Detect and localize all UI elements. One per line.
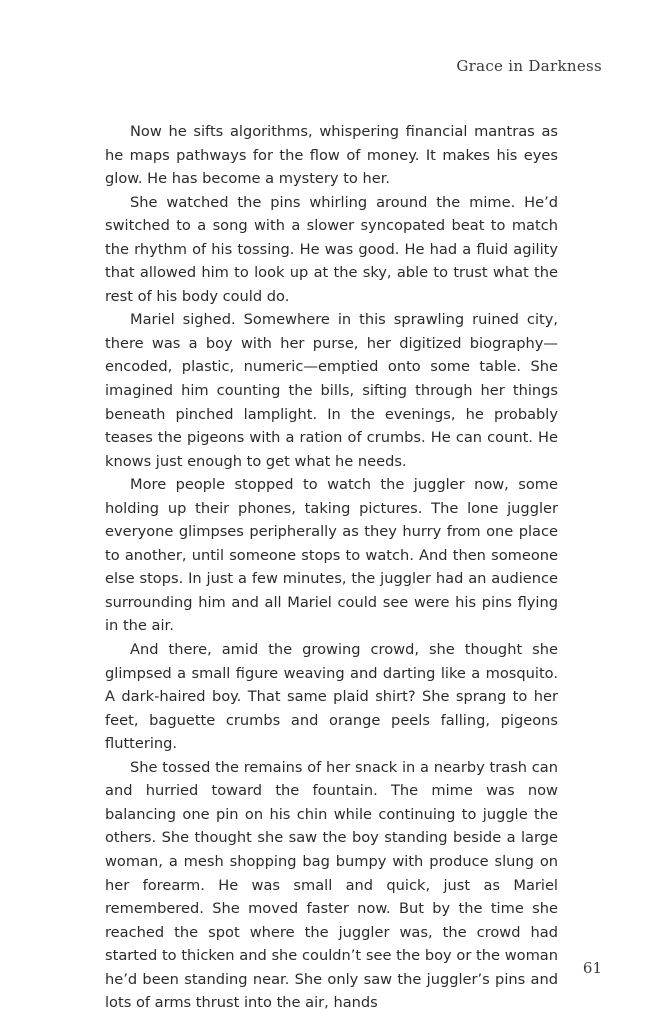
paragraph: She watched the pins whirling around the mime. He’d switched to a song with a slower syncopated beat to match the rhythm of his tossing. He was good. He had a fluid agility that allowed him to look up at the sky, able to trust what the rest of his body could do. — [105, 193, 558, 305]
paragraph: And there, amid the growing crowd, she thought she glimpsed a small figure weaving and darting like a mosquito. A dark-haired boy. That same plaid shirt? She sprang to her feet, baguette crumbs and orange peels falling, pigeons fluttering. — [105, 641, 558, 753]
paragraph: More people stopped to watch the juggler now, some holding up their phones, taking pictures. The lone juggler everyone glimpses peripherally as they hurry from one place to another, until someone stops to watch. And then someone else stops. In just a few minutes, the juggler had an audience surrounding him and all Mariel could see were his pins flying in the air. — [105, 476, 558, 635]
body-text — [105, 120, 558, 1015]
running-header: Grace in Darkness — [456, 57, 602, 75]
page-number: 61 — [582, 959, 602, 977]
paragraph: Mariel sighed. Somewhere in this sprawling ruined city, there was a boy with her purse, her digitized biography—encoded, plastic, numeric—emptied onto some table. She imagined him counting the bills, sifting through her things beneath pinched lamplight. In the evenings, he probably teases the pigeons with a ration of crumbs. He can count. He knows just enough to get what he needs. — [105, 311, 558, 470]
paragraph: Now he sifts algorithms, whispering financial mantras as he maps pathways for the flow of money. It makes his eyes glow. He has become a mystery to her. — [105, 123, 558, 188]
paragraph: She tossed the remains of her snack in a nearby trash can and hurried toward the fountain. The mime was now balancing one pin on his chin while continuing to juggle the others. She thought she saw the boy standing beside a large woman, a mesh shopping bag bumpy with produce slung on her forearm. He was small and quick, just as Mariel remembered. She moved faster now. But by the time she reached the spot where the juggler was, the crowd had started to thicken and she couldn’t see the boy or the woman he’d been standing near. She only saw the juggler’s pins and lots of arms thrust into the air, hands — [105, 758, 558, 1012]
